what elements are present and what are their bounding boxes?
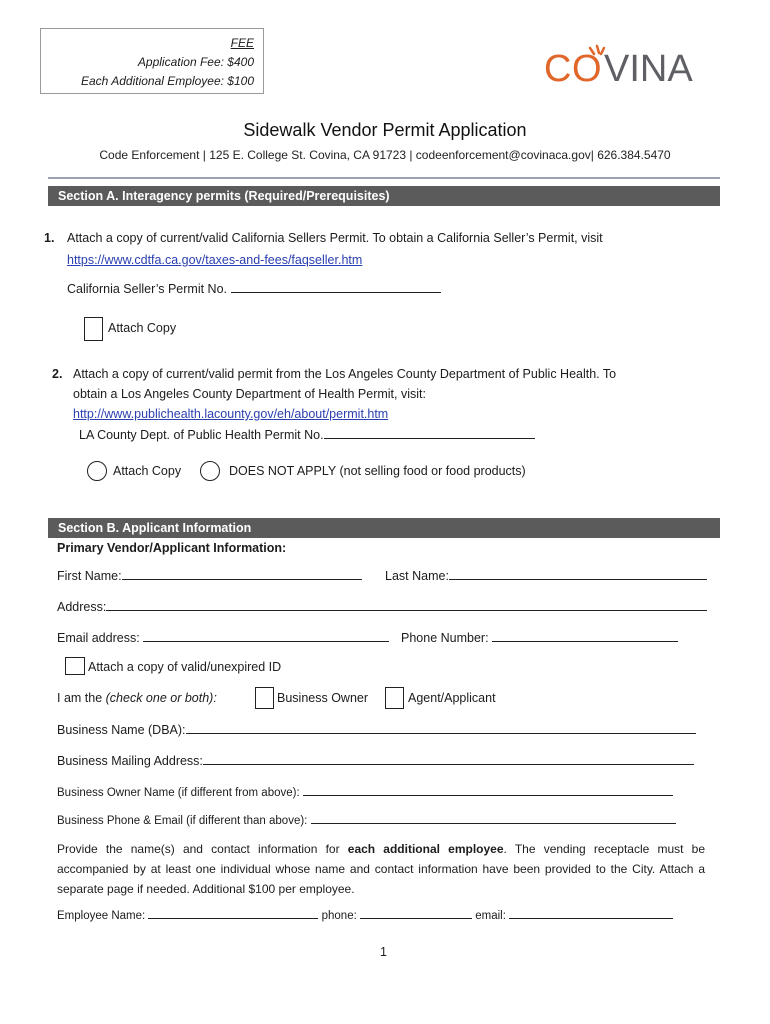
attach-id-checkbox[interactable] [65,657,85,675]
fee-title: FEE [230,36,254,50]
iam-note: (check one or both): [105,691,217,705]
phone-email-input[interactable] [311,812,676,824]
item1-link[interactable]: https://www.cdtfa.ca.gov/taxes-and-fees/faqseller.htm [67,253,363,267]
sellers-permit-field [67,281,441,296]
business-name-label: Business Name (DBA): [57,723,186,737]
logo-letter-o: O [572,48,602,88]
page-title: Sidewalk Vendor Permit Application [243,120,527,140]
mailing-address-input[interactable] [203,753,694,765]
business-owner-checkbox[interactable] [255,687,274,709]
page-number: 1 [380,945,387,959]
item1-attach-label: Attach Copy [108,321,177,335]
mailing-address-field [57,753,694,768]
agent-applicant-checkbox[interactable] [385,687,404,709]
employee-phone-input[interactable] [360,907,472,919]
phone-label: Phone Number: [401,631,489,645]
last-name-input[interactable] [449,568,707,580]
item2-number: 2. [52,367,63,381]
additional-employee-emphasis: each additional employee [347,842,504,856]
employee-name-label: Employee Name: [57,910,146,922]
section-a-header: Section A. Interagency permits (Required/Prerequisites) [48,186,720,206]
la-county-permit-field [79,427,535,442]
header-divider [48,177,720,179]
application-fee: Application Fee: $400 [137,55,254,69]
fee-box [40,28,264,94]
owner-name-field [57,784,673,799]
business-name-field [57,722,696,737]
address-input[interactable] [106,599,707,611]
sellers-permit-input[interactable] [231,281,441,293]
item1-text: Attach a copy of current/valid California Sellers Permit. To obtain a California Seller’s Permit, visit [67,231,603,245]
employee-email-label: email: [475,910,506,922]
phone-email-field [57,812,676,827]
first-name-field [57,568,362,583]
item2-attach-radio[interactable] [87,461,107,481]
covina-logo [544,44,728,88]
logo-letters-vina: VINA [604,48,693,88]
first-name-input[interactable] [122,568,362,580]
owner-name-input[interactable] [303,784,673,796]
employee-phone-label: phone: [321,910,357,922]
item2-text-line1: Attach a copy of current/valid permit from the Los Angeles County Department of Public Health. To [73,367,617,381]
employee-name-input[interactable] [148,907,318,919]
item1-attach-checkbox[interactable] [84,317,103,341]
phone-input[interactable] [492,630,678,642]
employee-email-input[interactable] [509,907,673,919]
phone-email-label: Business Phone & Email (if different than above): [57,815,308,827]
item2-not-apply-radio[interactable] [200,461,220,481]
contact-line: Code Enforcement | 125 E. College St. Covina, CA 91723 | codeenforcement@covinaca.gov| 626.384.5470 [99,148,671,162]
item2-attach-label: Attach Copy [113,464,182,478]
first-name-label: First Name: [57,569,122,583]
owner-name-label: Business Owner Name (if different from above): [57,787,300,799]
primary-vendor-subheader: Primary Vendor/Applicant Information: [57,541,287,555]
item1-number: 1. [44,231,55,245]
address-label: Address: [57,600,107,614]
section-b-header: Section B. Applicant Information [48,518,720,538]
la-county-permit-input[interactable] [324,427,535,439]
sellers-permit-label: California Seller’s Permit No. [67,282,228,296]
email-field [57,630,389,645]
logo-letter-c: C [544,48,572,88]
la-county-permit-label: LA County Dept. of Public Health Permit No. [79,428,324,442]
mailing-address-label: Business Mailing Address: [57,754,203,768]
agent-applicant-label: Agent/Applicant [408,691,496,705]
phone-field [401,630,678,645]
email-input[interactable] [143,630,389,642]
business-name-input[interactable] [186,722,696,734]
last-name-label: Last Name: [385,569,449,583]
iam-label: I am the (check one or both): [57,691,217,705]
additional-employee-instructions: Provide the name(s) and contact information for each additional employee. The vending receptacle must be accompanied by at least one individual whose name and contact information have been provided to the City. Attach a separate page if needed. Additional $100 per employee. [57,842,706,896]
item2-not-apply-label: DOES NOT APPLY (not selling food or food products) [229,464,526,478]
business-owner-label: Business Owner [277,691,369,705]
attach-id-label: Attach a copy of valid/unexpired ID [88,660,282,674]
last-name-field [385,568,707,583]
employee-row [57,907,673,922]
item2-text-line2: obtain a Los Angeles County Department of Health Permit, visit: [73,387,426,401]
address-field [57,599,707,614]
item2-link[interactable]: http://www.publichealth.lacounty.gov/eh/about/permit.htm [73,407,389,421]
additional-employee-fee: Each Additional Employee: $100 [80,74,254,88]
email-label: Email address: [57,631,140,645]
